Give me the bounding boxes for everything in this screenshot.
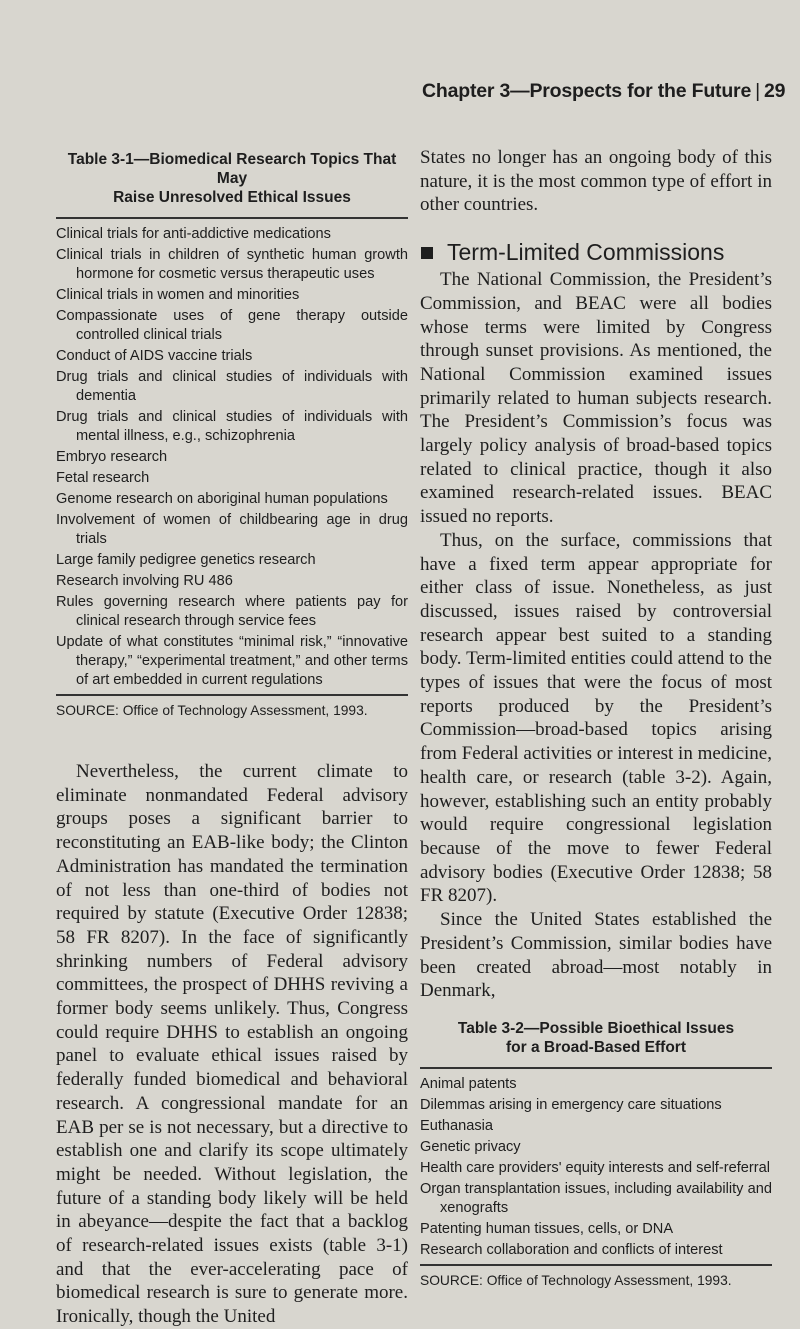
list-item: Drug trials and clinical studies of individuals with mental illness, e.g., schizophrenia bbox=[56, 409, 408, 444]
list-item: Genome research on aboriginal human populations bbox=[56, 491, 388, 507]
list-item: Fetal research bbox=[56, 470, 150, 486]
table-bottom-rule bbox=[420, 1264, 772, 1266]
table-3-1-list bbox=[56, 225, 408, 690]
table-3-2-title-line1: Table 3-2—Possible Bioethical Issues bbox=[457, 1019, 735, 1037]
right-column bbox=[420, 146, 772, 1290]
list-item: Research involving RU 486 bbox=[56, 573, 233, 589]
right-intro-paragraph: States no longer has an ongoing body of this nature, it is the most common type of effort in other countries. bbox=[420, 147, 772, 216]
left-body-paragraph: Nevertheless, the current climate to eliminate nonmandated Federal advisory groups poses a significant barrier to reconstituting an EAB-like body; the Clinton Administration has mandated the termination of not less than one-third of bodies not required by statute (Executive Order 12838; 58 FR 8207). In the face of significantly shrinking numbers of Federal advisory committees, the prospect of DHHS reviving a former body seems unlikely. Thus, Congress could require DHHS to establish an ongoing panel to evaluate ethical issues raised by federally funded biomedical and behavioral research. A congressional mandate for an EAB per se is not necessary, but a directive to establish one and clarify its scope ultimately might be needed. Without legislation, the future of a standing body likely will be held in abeyance—despite the fact that a backlog of research-related issues exists (table 3-1) and that the ever-accelerating pace of biomedical research is sure to generate more. Ironically, though the United bbox=[56, 761, 408, 1328]
table-bottom-rule bbox=[56, 694, 408, 696]
header-separator: | bbox=[755, 80, 760, 102]
table-3-1-source: SOURCE: Office of Technology Assessment, 1993. bbox=[56, 703, 368, 718]
list-item: Patenting human tissues, cells, or DNA bbox=[420, 1220, 674, 1237]
list-item: Clinical trials in women and minorities bbox=[56, 287, 300, 303]
body-paragraph: The National Commission, the President’s Commission, and BEAC were all bodies whose terms were limited by Congress through sunset provisions. As mentioned, the National Commission examined issues primarily related to human subjects research. The President’s Commission’s focus was largely policy analysis of broad-based topics related to clinical practice, though it also examined research-related issues. BEAC issued no reports. bbox=[420, 269, 772, 528]
section-heading bbox=[420, 239, 772, 266]
list-item: Rules governing research where patients pay for clinical research through service fees bbox=[56, 594, 408, 629]
list-item: Large family pedigree genetics research bbox=[56, 552, 316, 568]
list-item: Clinical trials in children of synthetic human growth hormone for cosmetic versus therapeutic uses bbox=[56, 247, 408, 282]
list-item: Compassionate uses of gene therapy outside controlled clinical trials bbox=[56, 308, 408, 343]
table-3-1-title-line2: Raise Unresolved Ethical Issues bbox=[113, 189, 351, 206]
list-item: Health care providers' equity interests and self-referral bbox=[420, 1159, 770, 1176]
table-3-2-title bbox=[420, 1019, 772, 1063]
body-paragraph: Since the United States established the President’s Commission, similar bodies have been created abroad—most notably in Denmark, bbox=[420, 909, 772, 1002]
body-paragraph: Thus, on the surface, commissions that have a fixed term appear appropriate for either class of issue. Nonetheless, as just discussed, issues raised by controversial research appear best suited to a standing body. Term-limited entities could attend to the types of issues that were the focus of most reports produced by the President’s Commission—broad-based topics arising from Federal activities or interest in medicine, health care, or research (table 3-2). Again, however, establishing such an entity probably would require congressional legislation because of the move to fewer Federal advisory bodies (Executive Order 12838; 58 FR 8207). bbox=[420, 529, 772, 907]
page-number: 29 bbox=[763, 80, 786, 102]
list-item: Update of what constitutes “minimal risk,” “innovative therapy,” “experimental treatment,” and other terms of art embedded in current regulations bbox=[56, 634, 408, 688]
list-item: Involvement of women of childbearing age in drug trials bbox=[56, 512, 408, 547]
table-3-1-title-line1: Table 3-1—Biomedical Research Topics That May bbox=[67, 151, 397, 187]
list-item: Animal patents bbox=[420, 1075, 517, 1092]
list-item: Organ transplantation issues, including availability and xenografts bbox=[420, 1180, 772, 1216]
left-column bbox=[56, 150, 408, 1329]
section-bullet-icon bbox=[421, 247, 433, 259]
list-item: Clinical trials for anti-addictive medications bbox=[56, 226, 331, 242]
list-item: Research collaboration and conflicts of interest bbox=[420, 1241, 723, 1258]
table-3-2-source: SOURCE: Office of Technology Assessment, 1993. bbox=[420, 1272, 732, 1288]
chapter-title: Chapter 3—Prospects for the Future bbox=[422, 80, 752, 102]
list-item: Genetic privacy bbox=[420, 1138, 521, 1155]
list-item: Drug trials and clinical studies of individuals with dementia bbox=[56, 369, 408, 404]
table-3-1-title bbox=[56, 150, 408, 213]
table-3-2-title-line2: for a Broad-Based Effort bbox=[506, 1038, 686, 1056]
list-item: Euthanasia bbox=[420, 1117, 494, 1134]
table-3-1 bbox=[56, 150, 408, 720]
table-3-2-list bbox=[420, 1075, 772, 1260]
section-heading-text: Term-Limited Commissions bbox=[447, 239, 725, 266]
list-item: Embryo research bbox=[56, 449, 168, 465]
list-item: Dilemmas arising in emergency care situations bbox=[420, 1096, 722, 1113]
table-top-rule bbox=[56, 217, 408, 219]
table-top-rule bbox=[420, 1067, 772, 1069]
list-item: Conduct of AIDS vaccine trials bbox=[56, 348, 253, 364]
running-header bbox=[422, 80, 786, 103]
table-3-2 bbox=[420, 1019, 772, 1290]
